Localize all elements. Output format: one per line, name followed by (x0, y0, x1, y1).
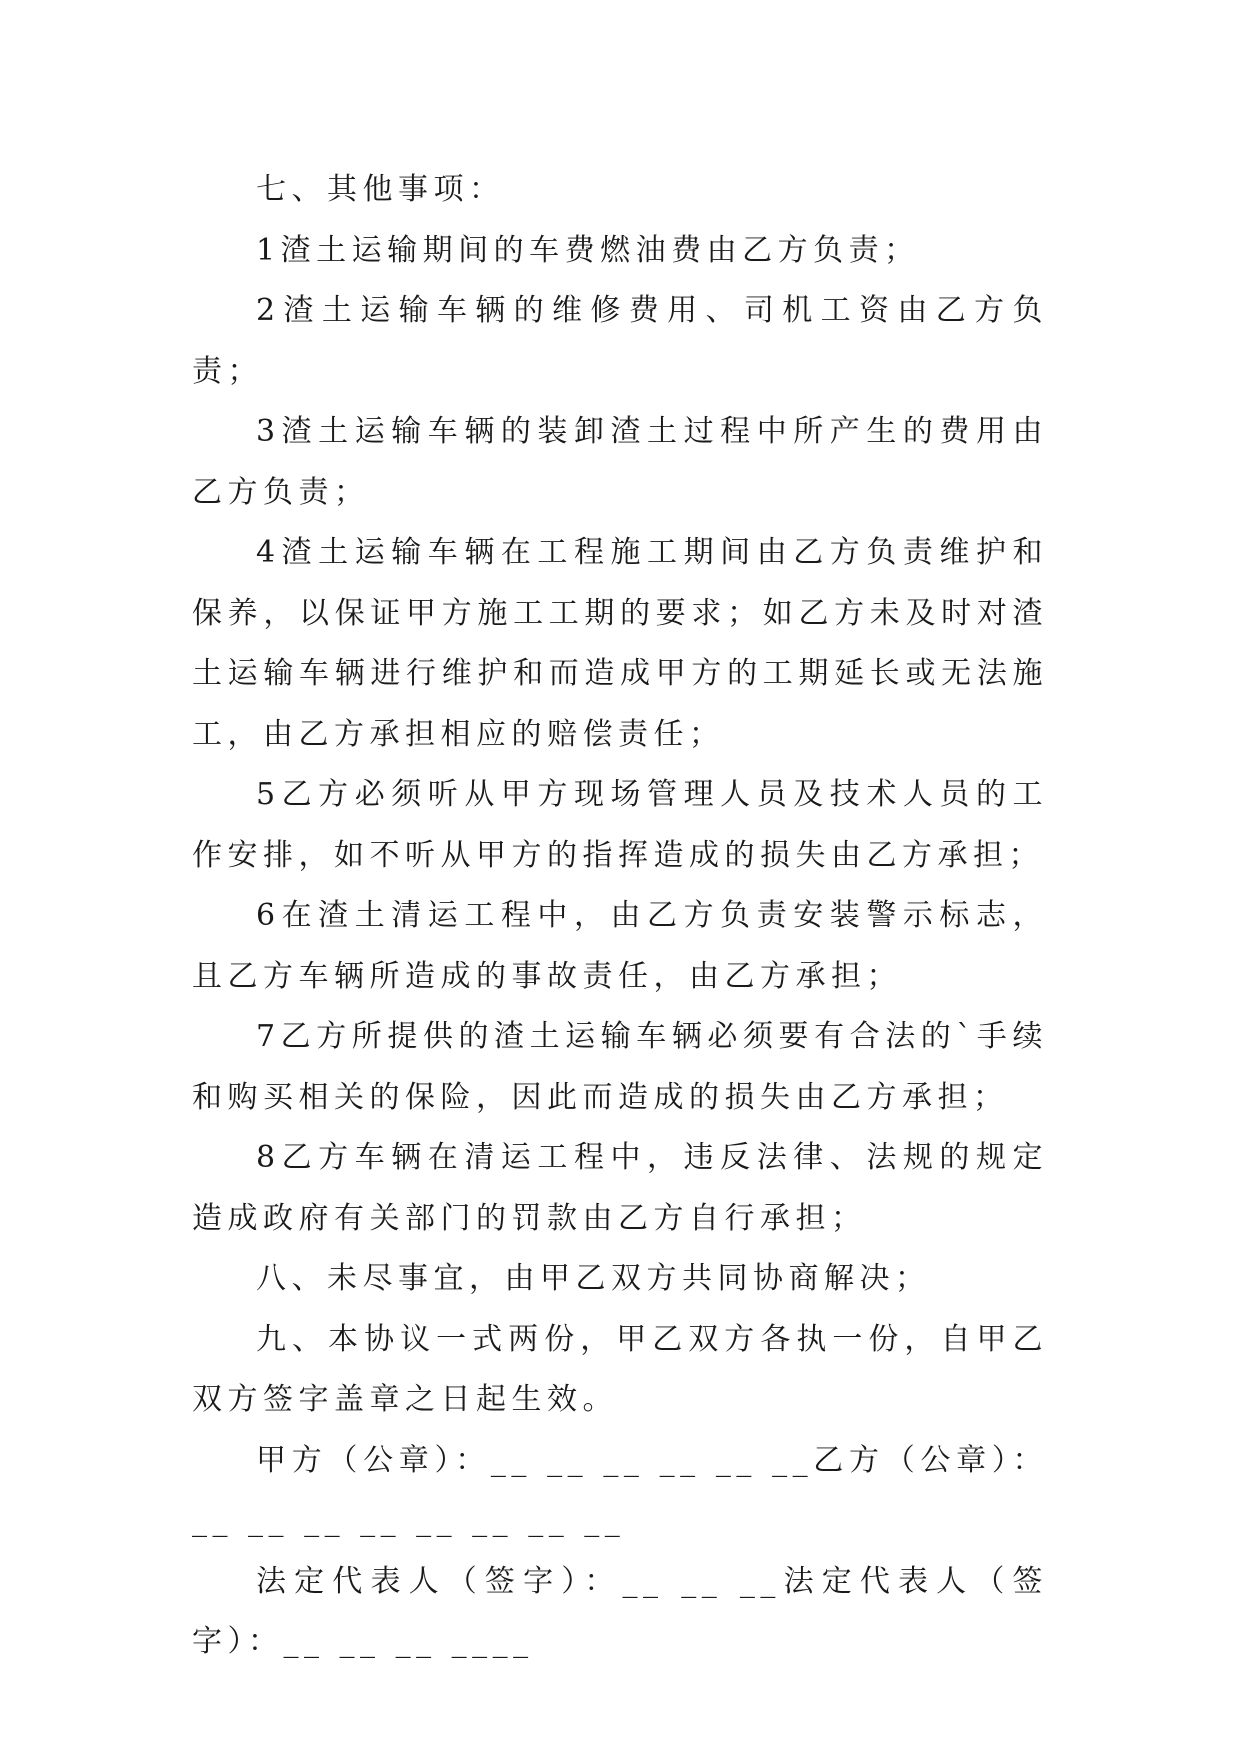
clause-4: 4渣土运输车辆在工程施工期间由乙方负责维护和保养，以保证甲方施工工期的要求；如乙方未及时对渣土运输车辆进行维护和而造成甲方的工期延长或无法施工，由乙方承担相应的赔偿责任； (192, 535, 1048, 752)
clause-1: 1渣土运输期间的车费燃油费由乙方负责； (256, 232, 920, 268)
clause-7: 7乙方所提供的渣土运输车辆必须要有合法的`手续和购买相关的保险，因此而造成的损失由乙方承担； (192, 1019, 1048, 1115)
signature-representative-line: 法定代表人（签字）：__ __ __法定代表人（签字）：__ __ __ ____ (192, 1563, 1048, 1659)
clause-8: 8乙方车辆在清运工程中，违反法律、法规的规定造成政府有关部门的罚款由乙方自行承担； (192, 1140, 1048, 1236)
section-8-unresolved-matters: 八、未尽事宜，由甲乙双方共同协商解决； (256, 1261, 931, 1296)
section-9-effectiveness: 九、本协议一式两份，甲乙双方各执一份，自甲乙双方签字盖章之日起生效。 (192, 1321, 1048, 1417)
clause-6: 6在渣土清运工程中，由乙方负责安装警示标志，且乙方车辆所造成的事故责任，由乙方承担； (192, 898, 1048, 994)
signature-seal-line: 甲方（公章）：__ __ __ __ __ __乙方（公章）：__ __ __ __ __ __ __ __ (192, 1442, 1048, 1538)
clause-5: 5乙方必须听从甲方现场管理人员及技术人员的工作安排，如不听从甲方的指挥造成的损失由乙方承担； (192, 777, 1048, 873)
section-heading-other-matters: 七、其他事项： (256, 172, 505, 207)
clause-3: 3渣土运输车辆的装卸渣土过程中所产生的费用由乙方负责； (192, 414, 1048, 510)
document-body (192, 160, 1048, 1673)
clause-2: 2渣土运输车辆的维修费用、司机工资由乙方负责； (192, 293, 1048, 389)
